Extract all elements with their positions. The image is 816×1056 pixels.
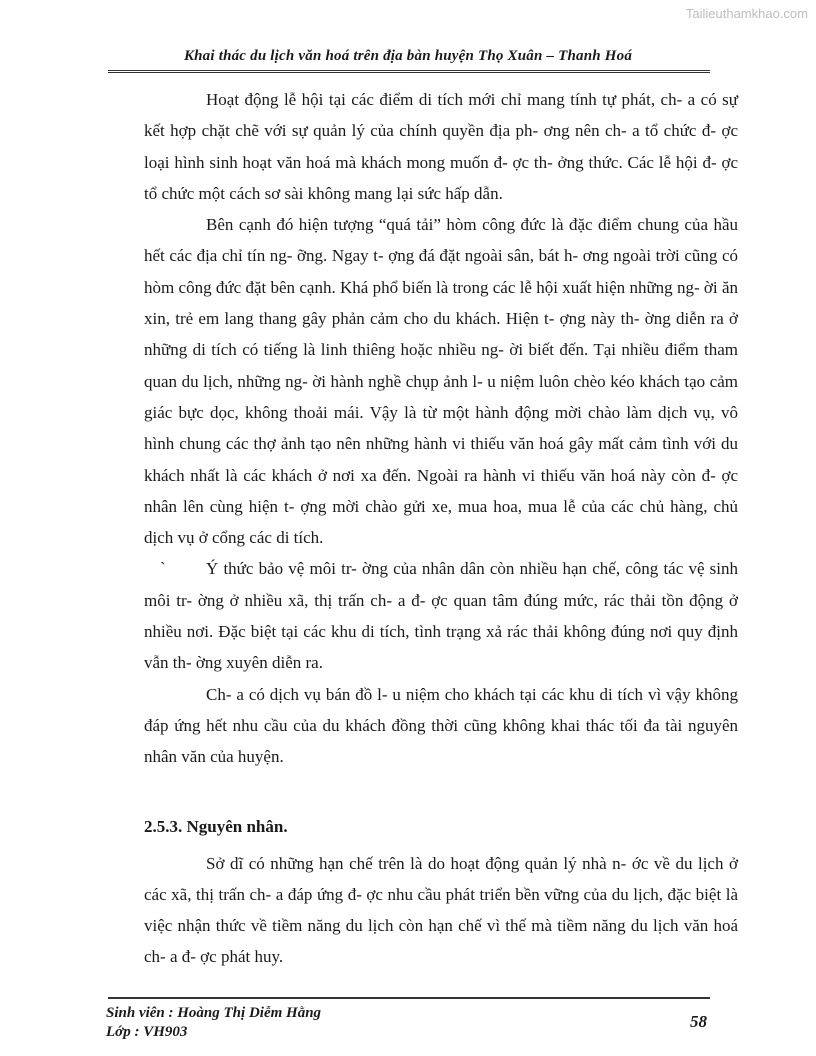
footer-class: Lớp : VH903 [106, 1024, 188, 1040]
paragraph-donation-box: Bên cạnh đó hiện tượng “quá tải” hòm công đức là đặc điểm chung của hầu hết các địa chỉ tín ng- ỡng. Ngay t- ợng đá đặt ngoài sân, bát h- ơng ngoài trời cũng có hòm công đức đặt bên cạnh. Khá phổ biến là trong các lễ hội xuất hiện những ng- ời ăn xin, trẻ em lang thang gây phản cảm cho du khách. Hiện t- ợng này th- ờng diễn ra ở những di tích có tiếng là linh thiêng hoặc nhiều ng- ời biết đến. Tại nhiều điểm tham quan du lịch, những ng- ời hành nghề chụp ảnh l- u niệm luôn chèo kéo khách tạo cảm giác bực dọc, không thoải mái. Vậy là từ một hành động mời chào làm dịch vụ, vô hình chung các thợ ảnh tạo nên những hành vi thiếu văn hoá gây mất cảm tình với du khách nhất là các khách ở nơi xa đến. Ngoài ra hành vi thiếu văn hoá này còn đ- ợc nhân lên cùng hiện t- ợng mời chào gửi xe, mua hoa, mua lễ của các chủ hàng, chủ dịch vụ ở cổng các di tích. [144, 215, 738, 548]
header-rule [108, 70, 710, 73]
watermark: Tailieuthamkhao.com [685, 6, 808, 21]
paragraph-festival: Hoạt động lễ hội tại các điểm di tích mới chỉ mang tính tự phát, ch- a có sự kết hợp chặt chẽ với sự quản lý của chính quyền địa ph- ơng nên ch- a tổ chức đ- ợc loại hình sinh hoạt văn hoá mà khách mong muốn đ- ợc th- ởng thức. Các lễ hội đ- ợc tổ chức một cách sơ sài không mang lại sức hấp dẫn. [144, 90, 738, 203]
page-content [144, 84, 738, 973]
footer-rule [108, 997, 710, 999]
page-header: Khai thác du lịch văn hoá trên địa bàn huyện Thọ Xuân – Thanh Hoá [183, 48, 633, 64]
paragraph-souvenir: Ch- a có dịch vụ bán đồ l- u niệm cho khách tại các khu di tích vì vậy không đáp ứng hết nhu cầu của du khách đồng thời cũng không khai thác tối đa tài nguyên nhân văn của huyện. [144, 684, 738, 767]
footer-info [106, 1004, 321, 1042]
paragraph-environment: Ý thức bảo vệ môi tr- ờng của nhân dân còn nhiều hạn chế, công tác vệ sinh môi tr- ờng ở nhiều xã, thị trấn ch- a đ- ợc quan tâm đúng mức, rác thải tồn động ở nhiều nơi. Đặc biệt tại các khu di tích, tình trạng xả rác thải không đúng nơi quy định vẫn th- ờng xuyên diễn ra. [144, 559, 738, 673]
section-heading: 2.5.3. Nguyên nhân. [144, 816, 288, 836]
stray-mark: ` [160, 559, 166, 579]
page-number: 58 [690, 1012, 707, 1031]
paragraph-cause: Sở dĩ có những hạn chế trên là do hoạt động quản lý nhà n- ớc về du lịch ở các xã, thị trấn ch- a đáp ứng đ- ợc nhu cầu phát triển bền vững của du lịch, đặc biệt là việc nhận thức về tiềm năng du lịch còn hạn chế vì thế mà tiềm năng du lịch văn hoá ch- a đ- ợc phát huy. [144, 853, 738, 967]
paragraph-environment-wrapper [144, 553, 738, 678]
footer-student: Sinh viên : Hoàng Thị Diễm Hằng [106, 1005, 322, 1021]
